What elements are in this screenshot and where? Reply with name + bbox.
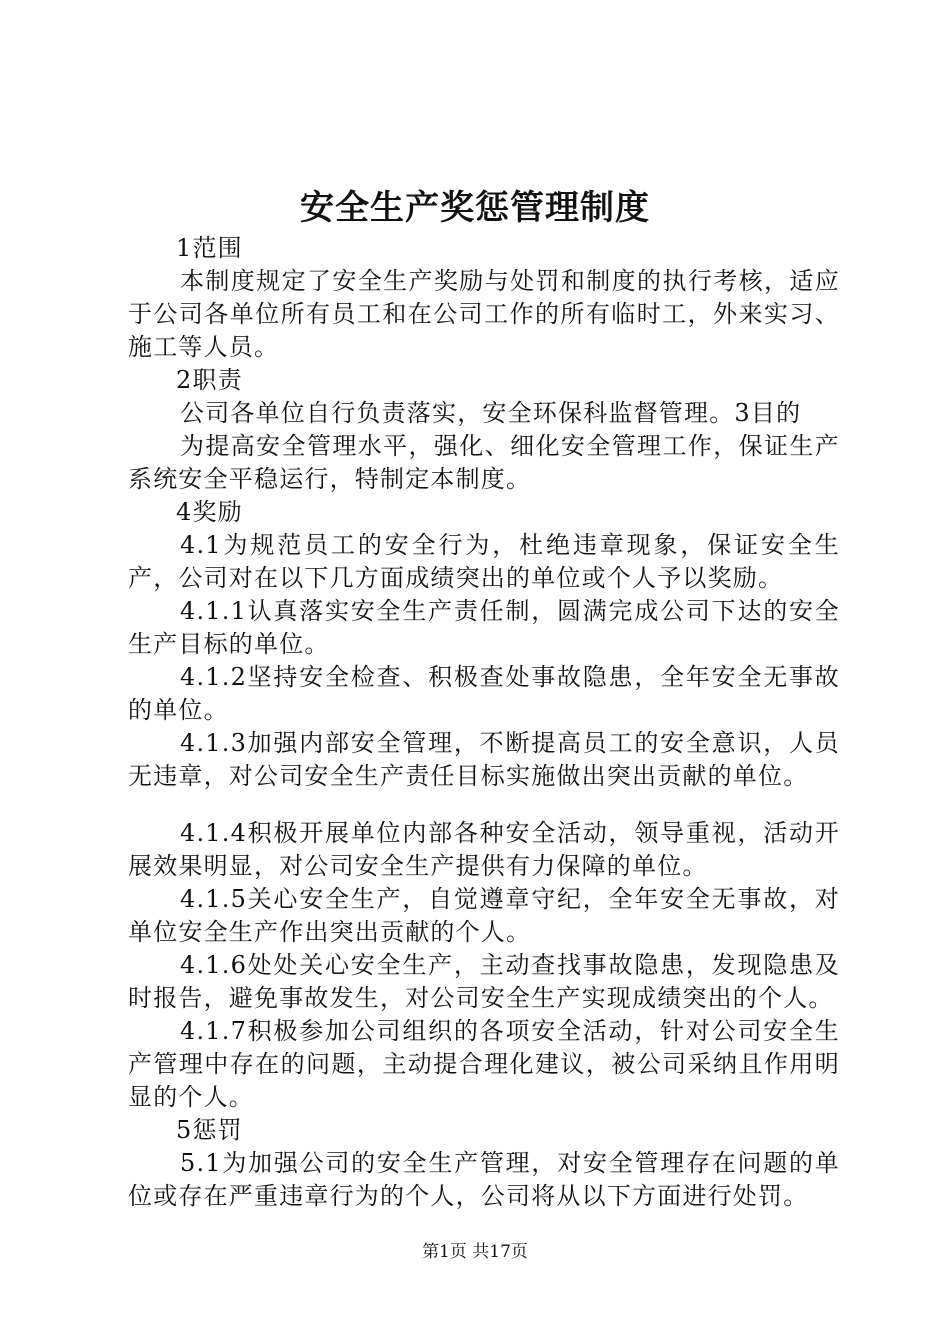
paragraph-4-1-4: 4.1.4积极开展单位内部各种安全活动，领导重视，活动开展效果明显，对公司安全生产提供有力保障的单位。 [128, 819, 840, 880]
document-title: 安全生产奖惩管理制度 [300, 188, 650, 228]
paragraph-4-1: 4.1为规范员工的安全行为，杜绝违章现象，保证安全生产，公司对在以下几方面成绩突出的单位或个人予以奖励。 [128, 531, 840, 592]
paragraph-scope: 本制度规定了安全生产奖励与处罚和制度的执行考核，适应于公司各单位所有员工和在公司工作的所有临时工，外来实习、施工等人员。 [128, 267, 840, 361]
paragraph-4-1-2: 4.1.2坚持安全检查、积极查处事故隐患，全年安全无事故的单位。 [128, 663, 840, 724]
section-heading-penalties: 5惩罚 [176, 1116, 243, 1144]
document-body [128, 232, 840, 1213]
paragraph-4-1-7: 4.1.7积极参加公司组织的各项安全活动，针对公司安全生产管理中存在的问题，主动提合理化建议，被公司采纳且作用明显的个人。 [128, 1017, 840, 1111]
paragraph-spacer [128, 793, 840, 817]
paragraph-4-1-6: 4.1.6处处关心安全生产，主动查找事故隐患，发现隐患及时报告，避免事故发生，对公司安全生产实现成绩突出的个人。 [128, 951, 840, 1012]
paragraph-purpose: 为提高安全管理水平，强化、细化安全管理工作，保证生产系统安全平稳运行，特制定本制度。 [128, 432, 840, 493]
paragraph-4-1-5: 4.1.5关心安全生产，自觉遵章守纪，全年安全无事故，对单位安全生产作出突出贡献的个人。 [128, 885, 840, 946]
paragraph-duties: 公司各单位自行负责落实，安全环保科监督管理。3目的 [180, 399, 802, 427]
paragraph-5-1: 5.1为加强公司的安全生产管理，对安全管理存在问题的单位或存在严重违章行为的个人，公司将从以下方面进行处罚。 [128, 1149, 840, 1210]
section-heading-rewards: 4奖励 [176, 498, 243, 526]
section-heading-scope: 1范围 [176, 234, 243, 262]
page-footer: 第1页 共17页 [422, 1242, 528, 1262]
section-heading-duties: 2职责 [176, 366, 243, 394]
paragraph-4-1-3: 4.1.3加强内部安全管理，不断提高员工的安全意识，人员无违章，对公司安全生产责任目标实施做出突出贡献的单位。 [128, 729, 840, 790]
paragraph-4-1-1: 4.1.1认真落实安全生产责任制，圆满完成公司下达的安全生产目标的单位。 [128, 597, 840, 658]
